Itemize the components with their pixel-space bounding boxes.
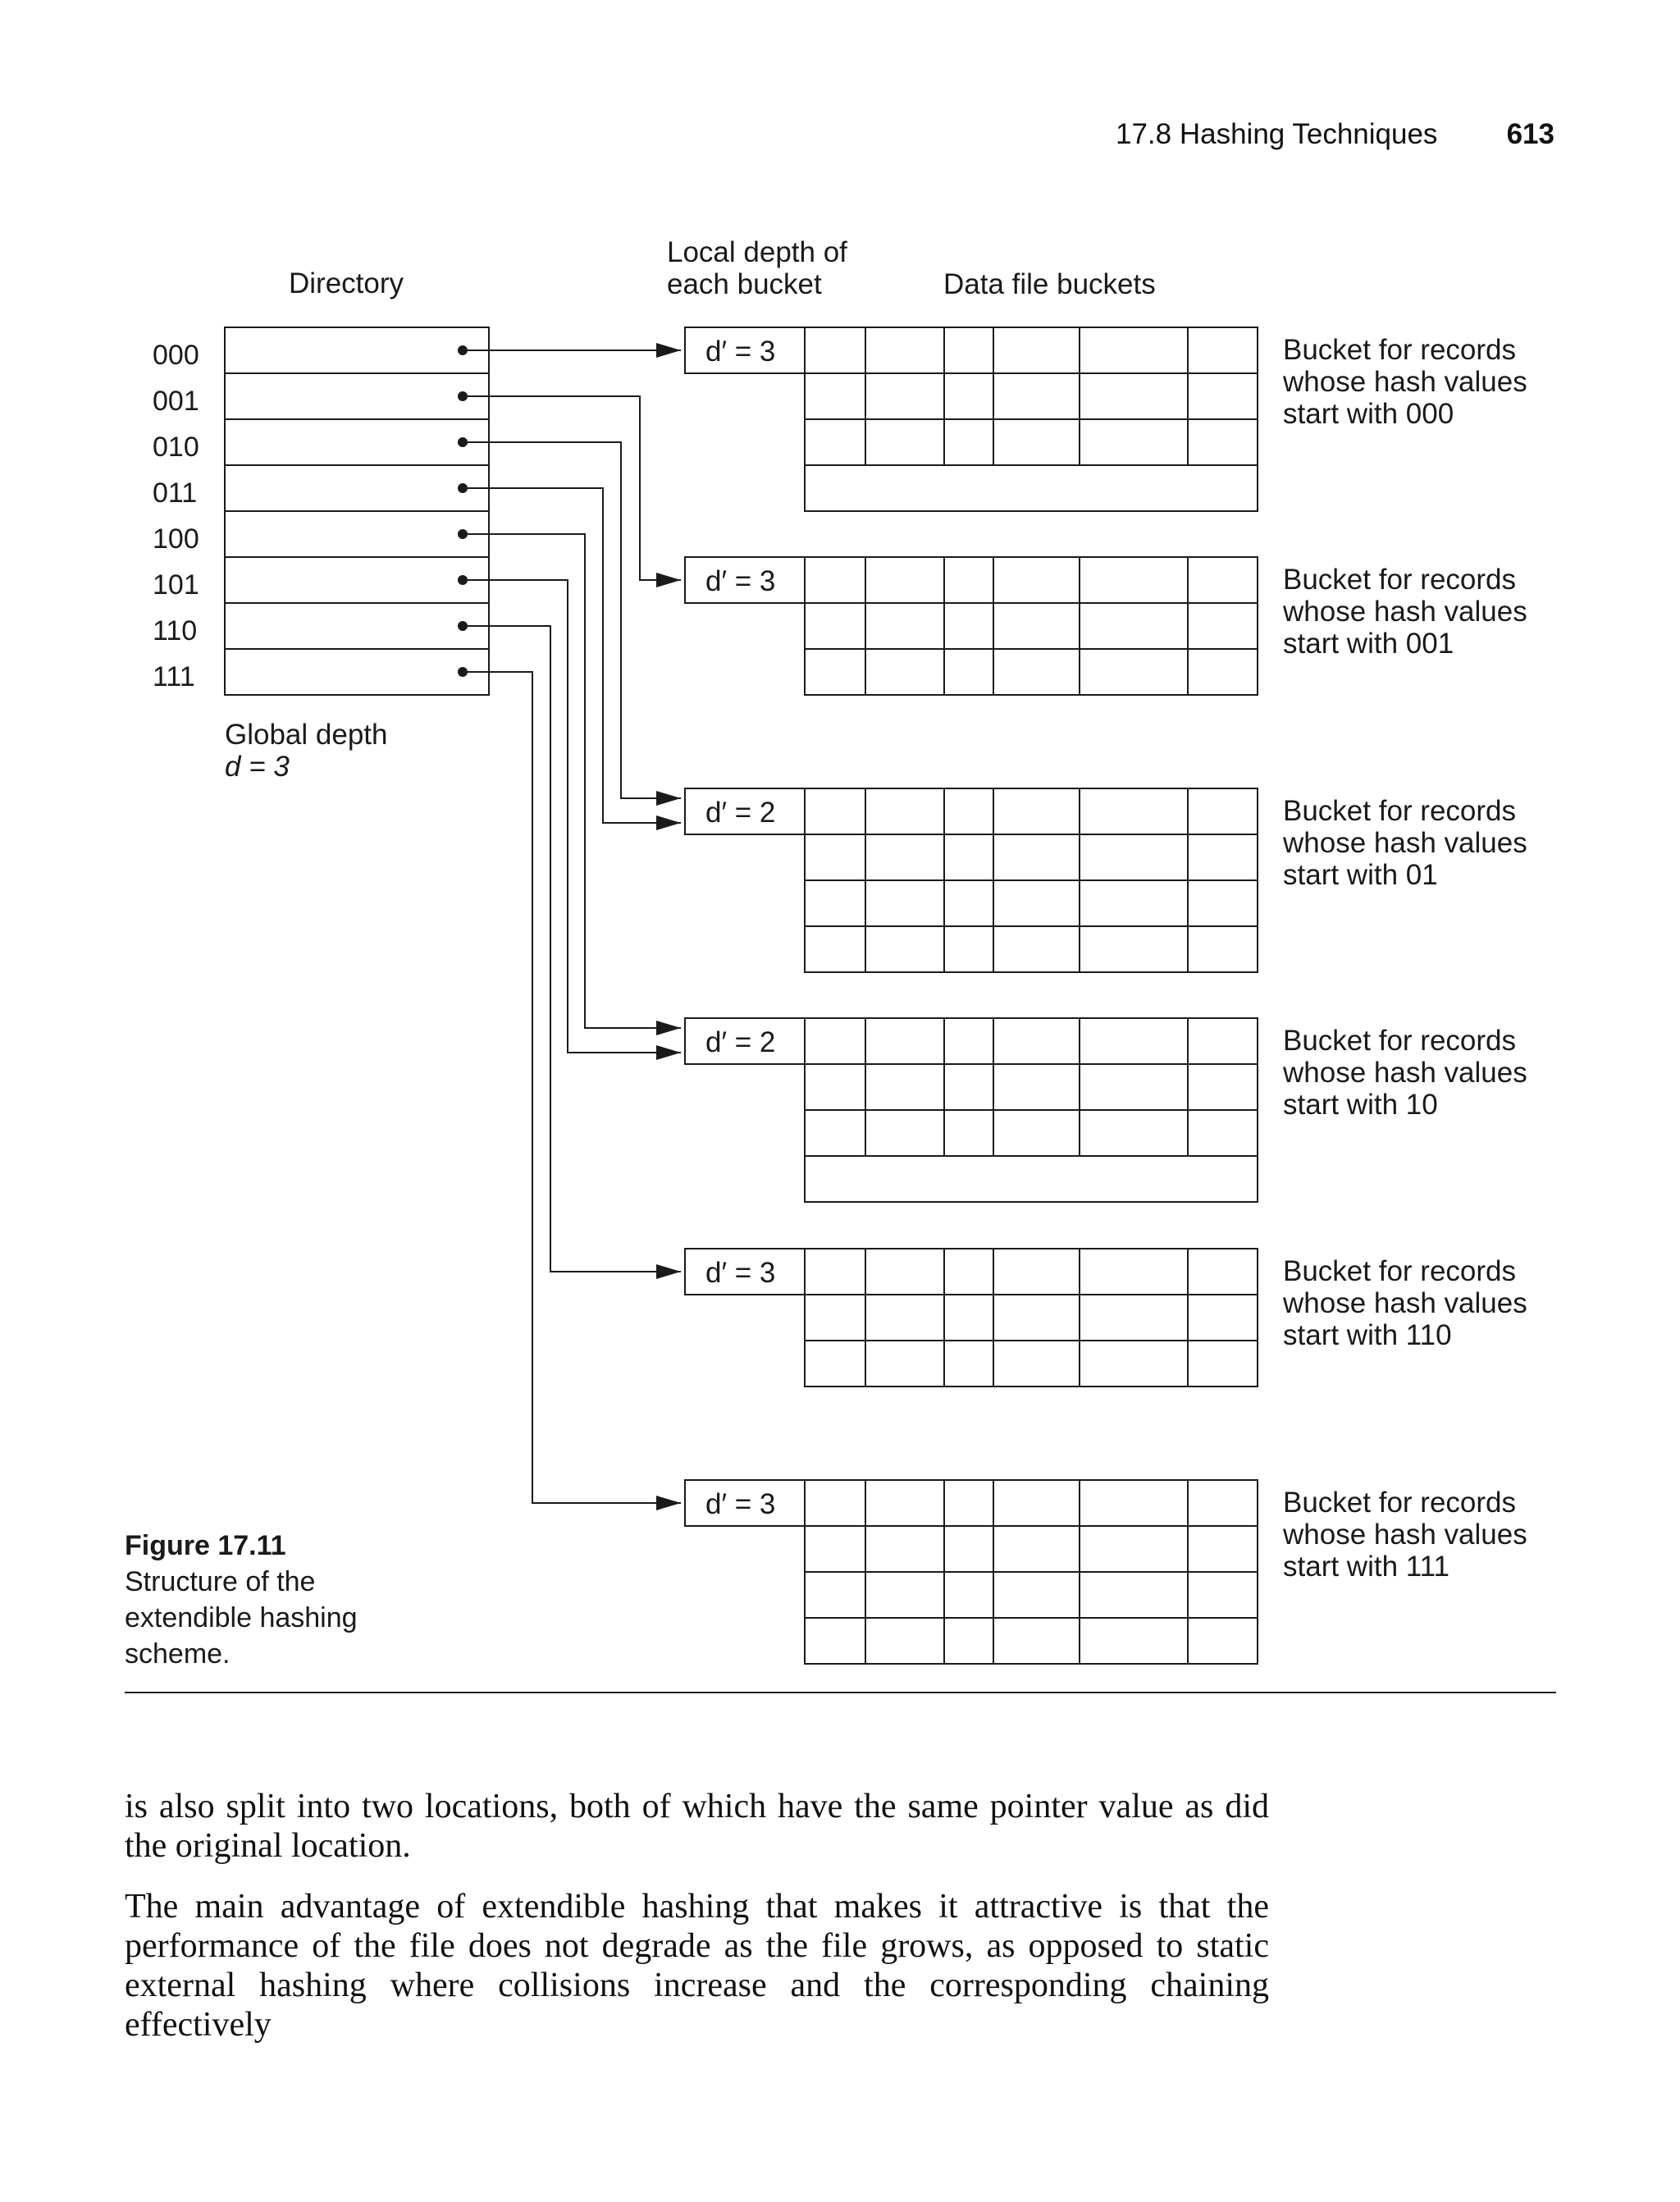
bucket-description-line1: Bucket for records [1283,1487,1516,1519]
global-depth-label: Global depth [225,719,388,751]
bucket-description-line3: start with 111 [1283,1551,1449,1583]
directory-label: Directory [289,267,404,299]
arrow-101 [463,580,681,1053]
directory-entry-label: 010 [153,432,199,463]
bucket-description-line2: whose hash values [1283,827,1527,859]
directory-entry-label: 100 [153,523,199,555]
bucket-description-line1: Bucket for records [1283,564,1516,596]
local-depth-label-line1: Local depth of [667,236,847,268]
bucket-description-line3: start with 110 [1283,1319,1452,1351]
bucket-description-line2: whose hash values [1283,1519,1527,1551]
bucket-description-line3: start with 10 [1283,1089,1438,1121]
directory-entry-label: 110 [153,615,198,646]
body-paragraph: The main advantage of extendible hashing that makes it attractive is that the performance of the file does not degrade as the file grows, as opposed to static external hashing where collisions increase and the corresponding chaining effectively [125,1888,1269,2044]
global-depth-value: d = 3 [225,751,290,783]
directory-entry-label: 101 [153,569,199,601]
bucket-001 [685,557,1527,695]
bucket-description-line1: Bucket for records [1283,795,1516,827]
local-depth-value: d′ = 3 [705,336,776,368]
bucket-description-line2: whose hash values [1283,366,1527,398]
data-file-buckets-label: Data file buckets [943,268,1156,300]
bucket-01 [685,788,1527,972]
bucket-description-line3: start with 01 [1283,859,1438,891]
directory-entry-label: 011 [153,477,198,509]
arrow-100 [463,534,681,1028]
bucket-10 [685,1018,1527,1202]
bucket-description-line1: Bucket for records [1283,334,1516,366]
bucket-description-line2: whose hash values [1283,596,1527,628]
bucket-111 [685,1480,1527,1664]
directory-entry-labels [153,340,199,692]
local-depth-label-line2: each bucket [667,268,822,300]
section-title: 17.8 Hashing Techniques [1116,118,1438,150]
bucket-110 [685,1249,1527,1387]
bucket-description-line3: start with 001 [1283,628,1454,660]
bucket-000 [685,327,1527,511]
arrow-110 [463,626,681,1272]
bucket-description-line1: Bucket for records [1283,1255,1516,1287]
bucket-description-line1: Bucket for records [1283,1025,1516,1057]
arrow-010 [463,442,681,798]
page-number: 613 [1506,118,1554,150]
directory-box [225,327,489,695]
directory-entry-label: 001 [153,386,199,417]
local-depth-value: d′ = 3 [705,1257,776,1289]
local-depth-value: d′ = 2 [705,1026,776,1058]
directory-entry-label: 000 [153,340,199,371]
figure-number: Figure 17.11 [125,1530,286,1561]
bucket-description-line2: whose hash values [1283,1287,1527,1319]
figure-description: Structure of the extendible hashing scheme. [125,1566,358,1670]
bucket-description-line3: start with 000 [1283,398,1454,430]
arrow-111 [463,672,681,1503]
local-depth-value: d′ = 3 [705,565,776,597]
directory-entry-label: 111 [153,661,195,692]
figure-caption [125,1528,404,1672]
body-paragraph: is also split into two locations, both of which have the same pointer value as did the original location. [125,1788,1269,1865]
arrow-011 [463,488,681,823]
figure-divider [125,1692,1556,1693]
local-depth-value: d′ = 3 [705,1488,776,1520]
local-depth-value: d′ = 2 [705,797,776,829]
bucket-description-line2: whose hash values [1283,1057,1527,1089]
pointer-arrows [463,350,681,1503]
